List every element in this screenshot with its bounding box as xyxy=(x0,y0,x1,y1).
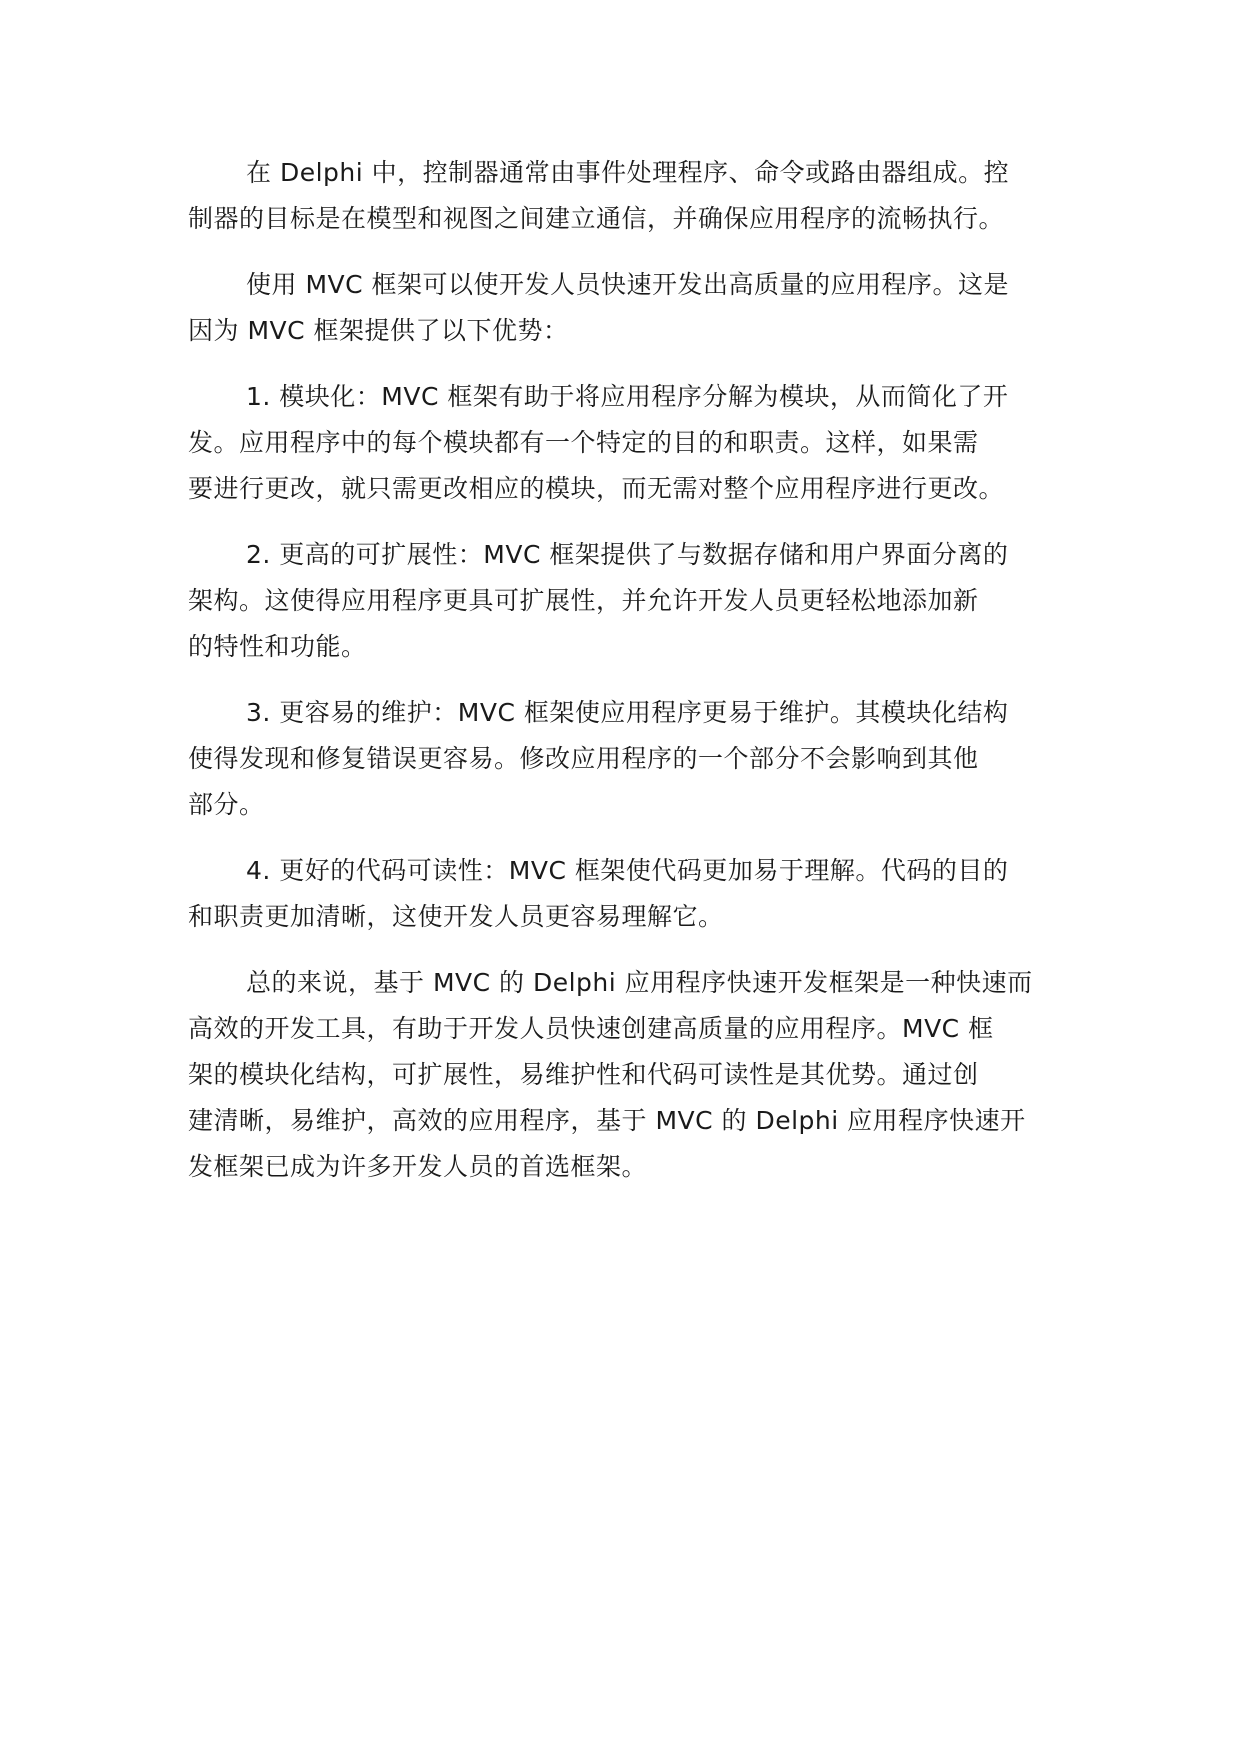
document-body xyxy=(188,150,1068,1210)
text-line: 在 Delphi 中，控制器通常由事件处理程序、命令或路由器组成。控 xyxy=(246,158,1010,187)
text-line: 部分。 xyxy=(188,790,265,819)
text-line: 发框架已成为许多开发人员的首选框架。 xyxy=(188,1152,648,1181)
text-line: 的特性和功能。 xyxy=(188,632,367,661)
paragraph-modularity xyxy=(188,374,1068,512)
text-line: 使用 MVC 框架可以使开发人员快速开发出高质量的应用程序。这是 xyxy=(246,270,1010,299)
text-line: 因为 MVC 框架提供了以下优势： xyxy=(188,316,569,345)
text-line: 架的模块化结构，可扩展性，易维护性和代码可读性是其优势。通过创 xyxy=(188,1060,979,1089)
text-line: 4. 更好的代码可读性：MVC 框架使代码更加易于理解。代码的目的 xyxy=(246,856,1009,885)
paragraph-maintenance xyxy=(188,690,1068,828)
paragraph-controller xyxy=(188,150,1068,242)
text-line: 要进行更改，就只需更改相应的模块，而无需对整个应用程序进行更改。 xyxy=(188,474,1005,503)
paragraph-readability xyxy=(188,848,1068,940)
paragraph-scalability xyxy=(188,532,1068,670)
text-line: 使得发现和修复错误更容易。修改应用程序的一个部分不会影响到其他 xyxy=(188,744,979,773)
text-line: 1. 模块化：MVC 框架有助于将应用程序分解为模块，从而简化了开 xyxy=(246,382,1009,411)
text-line: 制器的目标是在模型和视图之间建立通信，并确保应用程序的流畅执行。 xyxy=(188,204,1005,233)
paragraph-summary xyxy=(188,960,1068,1190)
text-line: 高效的开发工具，有助于开发人员快速创建高质量的应用程序。MVC 框 xyxy=(188,1014,994,1043)
text-line: 3. 更容易的维护：MVC 框架使应用程序更易于维护。其模块化结构 xyxy=(246,698,1009,727)
text-line: 总的来说，基于 MVC 的 Delphi 应用程序快速开发框架是一种快速而 xyxy=(246,968,1033,997)
paragraph-mvc-benefits-intro xyxy=(188,262,1068,354)
text-line: 发。应用程序中的每个模块都有一个特定的目的和职责。这样，如果需 xyxy=(188,428,979,457)
text-line: 架构。这使得应用程序更具可扩展性，并允许开发人员更轻松地添加新 xyxy=(188,586,979,615)
text-line: 建清晰，易维护，高效的应用程序，基于 MVC 的 Delphi 应用程序快速开 xyxy=(188,1106,1026,1135)
text-line: 和职责更加清晰，这使开发人员更容易理解它。 xyxy=(188,902,724,931)
text-line: 2. 更高的可扩展性：MVC 框架提供了与数据存储和用户界面分离的 xyxy=(246,540,1009,569)
